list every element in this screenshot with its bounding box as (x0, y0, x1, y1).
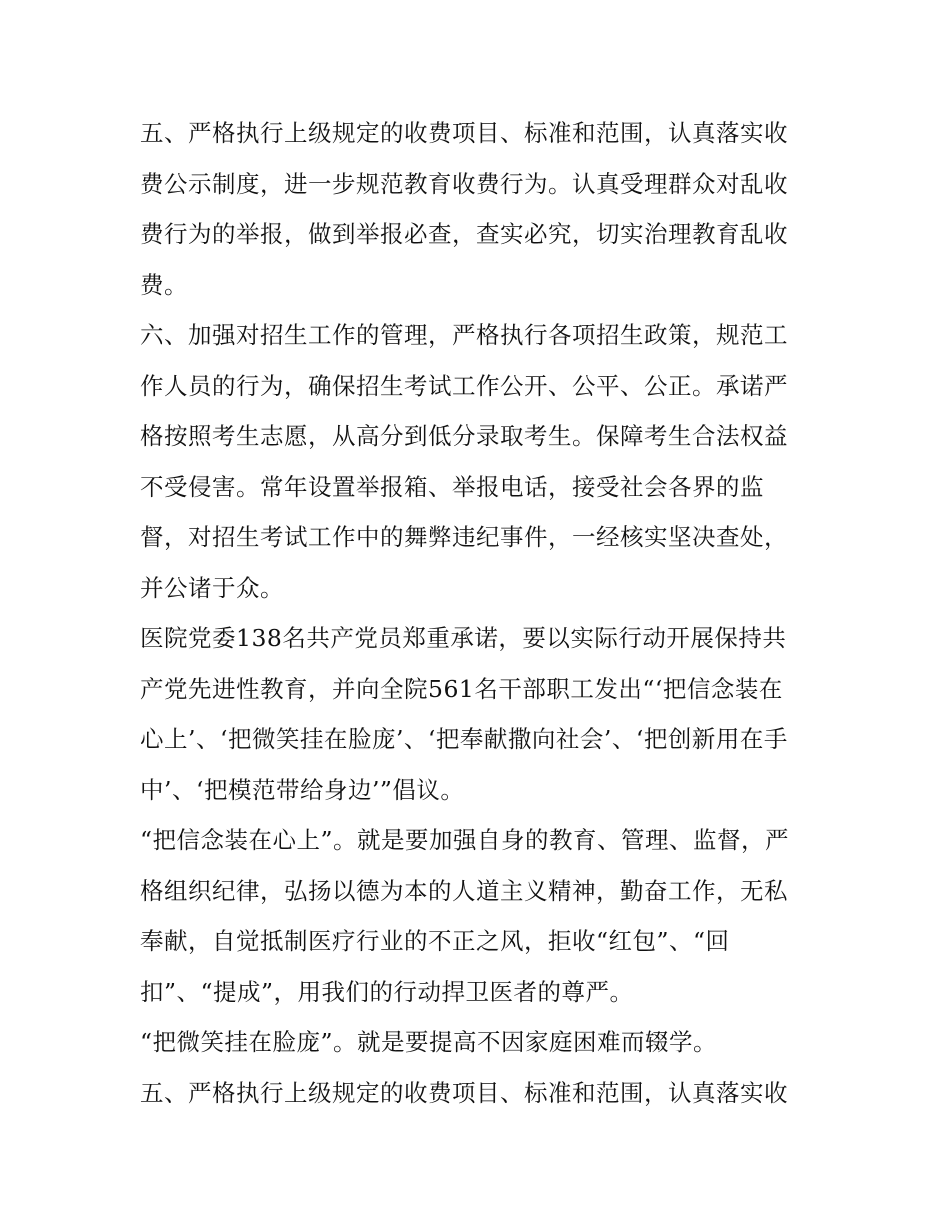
text-line: “把信念装在心上”。就是要加强自身的教育、管理、监督，严 (140, 826, 790, 854)
text-line: 六、加强对招生工作的管理，严格执行各项招生政策，规范工 (140, 321, 788, 349)
text-line: 费。 (140, 270, 188, 299)
document-body (140, 108, 820, 1118)
text-line: 医院党委138名共产党员郑重承诺，要以实际行动开展保持共 (140, 624, 787, 652)
text-line: 并公诸于众。 (140, 573, 284, 602)
text-line: 产党先进性教育，并向全院561名干部职工发出“‘把信念装在 (140, 674, 783, 703)
text-line: 扣”、“提成”，用我们的行动捍卫医者的尊严。 (140, 977, 634, 1006)
text-line: 作人员的行为，确保招生考试工作公开、公平、公正。承诺严 (140, 371, 788, 400)
text-line: 格按照考生志愿，从高分到低分录取考生。保障考生合法权益 (140, 422, 788, 450)
text-line: 费行为的举报，做到举报必查，查实必究，切实治理教育乱收 (140, 220, 788, 248)
text-line: 五、严格执行上级规定的收费项目、标准和范围，认真落实收 (140, 119, 788, 147)
text-line: 督，对招生考试工作中的舞弊违纪事件，一经核实坚决查处， (140, 523, 788, 551)
text-line: 五、严格执行上级规定的收费项目、标准和范围，认真落实收 (140, 1078, 788, 1107)
text-line: 心上’、‘把微笑挂在脸庞’、‘把奉献撒向社会’、‘把创新用在手 (140, 725, 788, 753)
text-line: 中’、‘把模范带给身边’”倡议。 (140, 775, 465, 804)
text-line: 格组织纪律，弘扬以德为本的人道主义精神，勤奋工作，无私 (140, 876, 788, 905)
text-line: 奉献，自觉抵制医疗行业的不正之风，拒收“红包”、“回 (140, 927, 730, 955)
text-line: 费公示制度，进一步规范教育收费行为。认真受理群众对乱收 (140, 169, 788, 198)
text-line: “把微笑挂在脸庞”。就是要提高不因家庭困难而辍学。 (140, 1028, 718, 1056)
text-line: 不受侵害。常年设置举报箱、举报电话，接受社会各界的监 (140, 472, 764, 501)
